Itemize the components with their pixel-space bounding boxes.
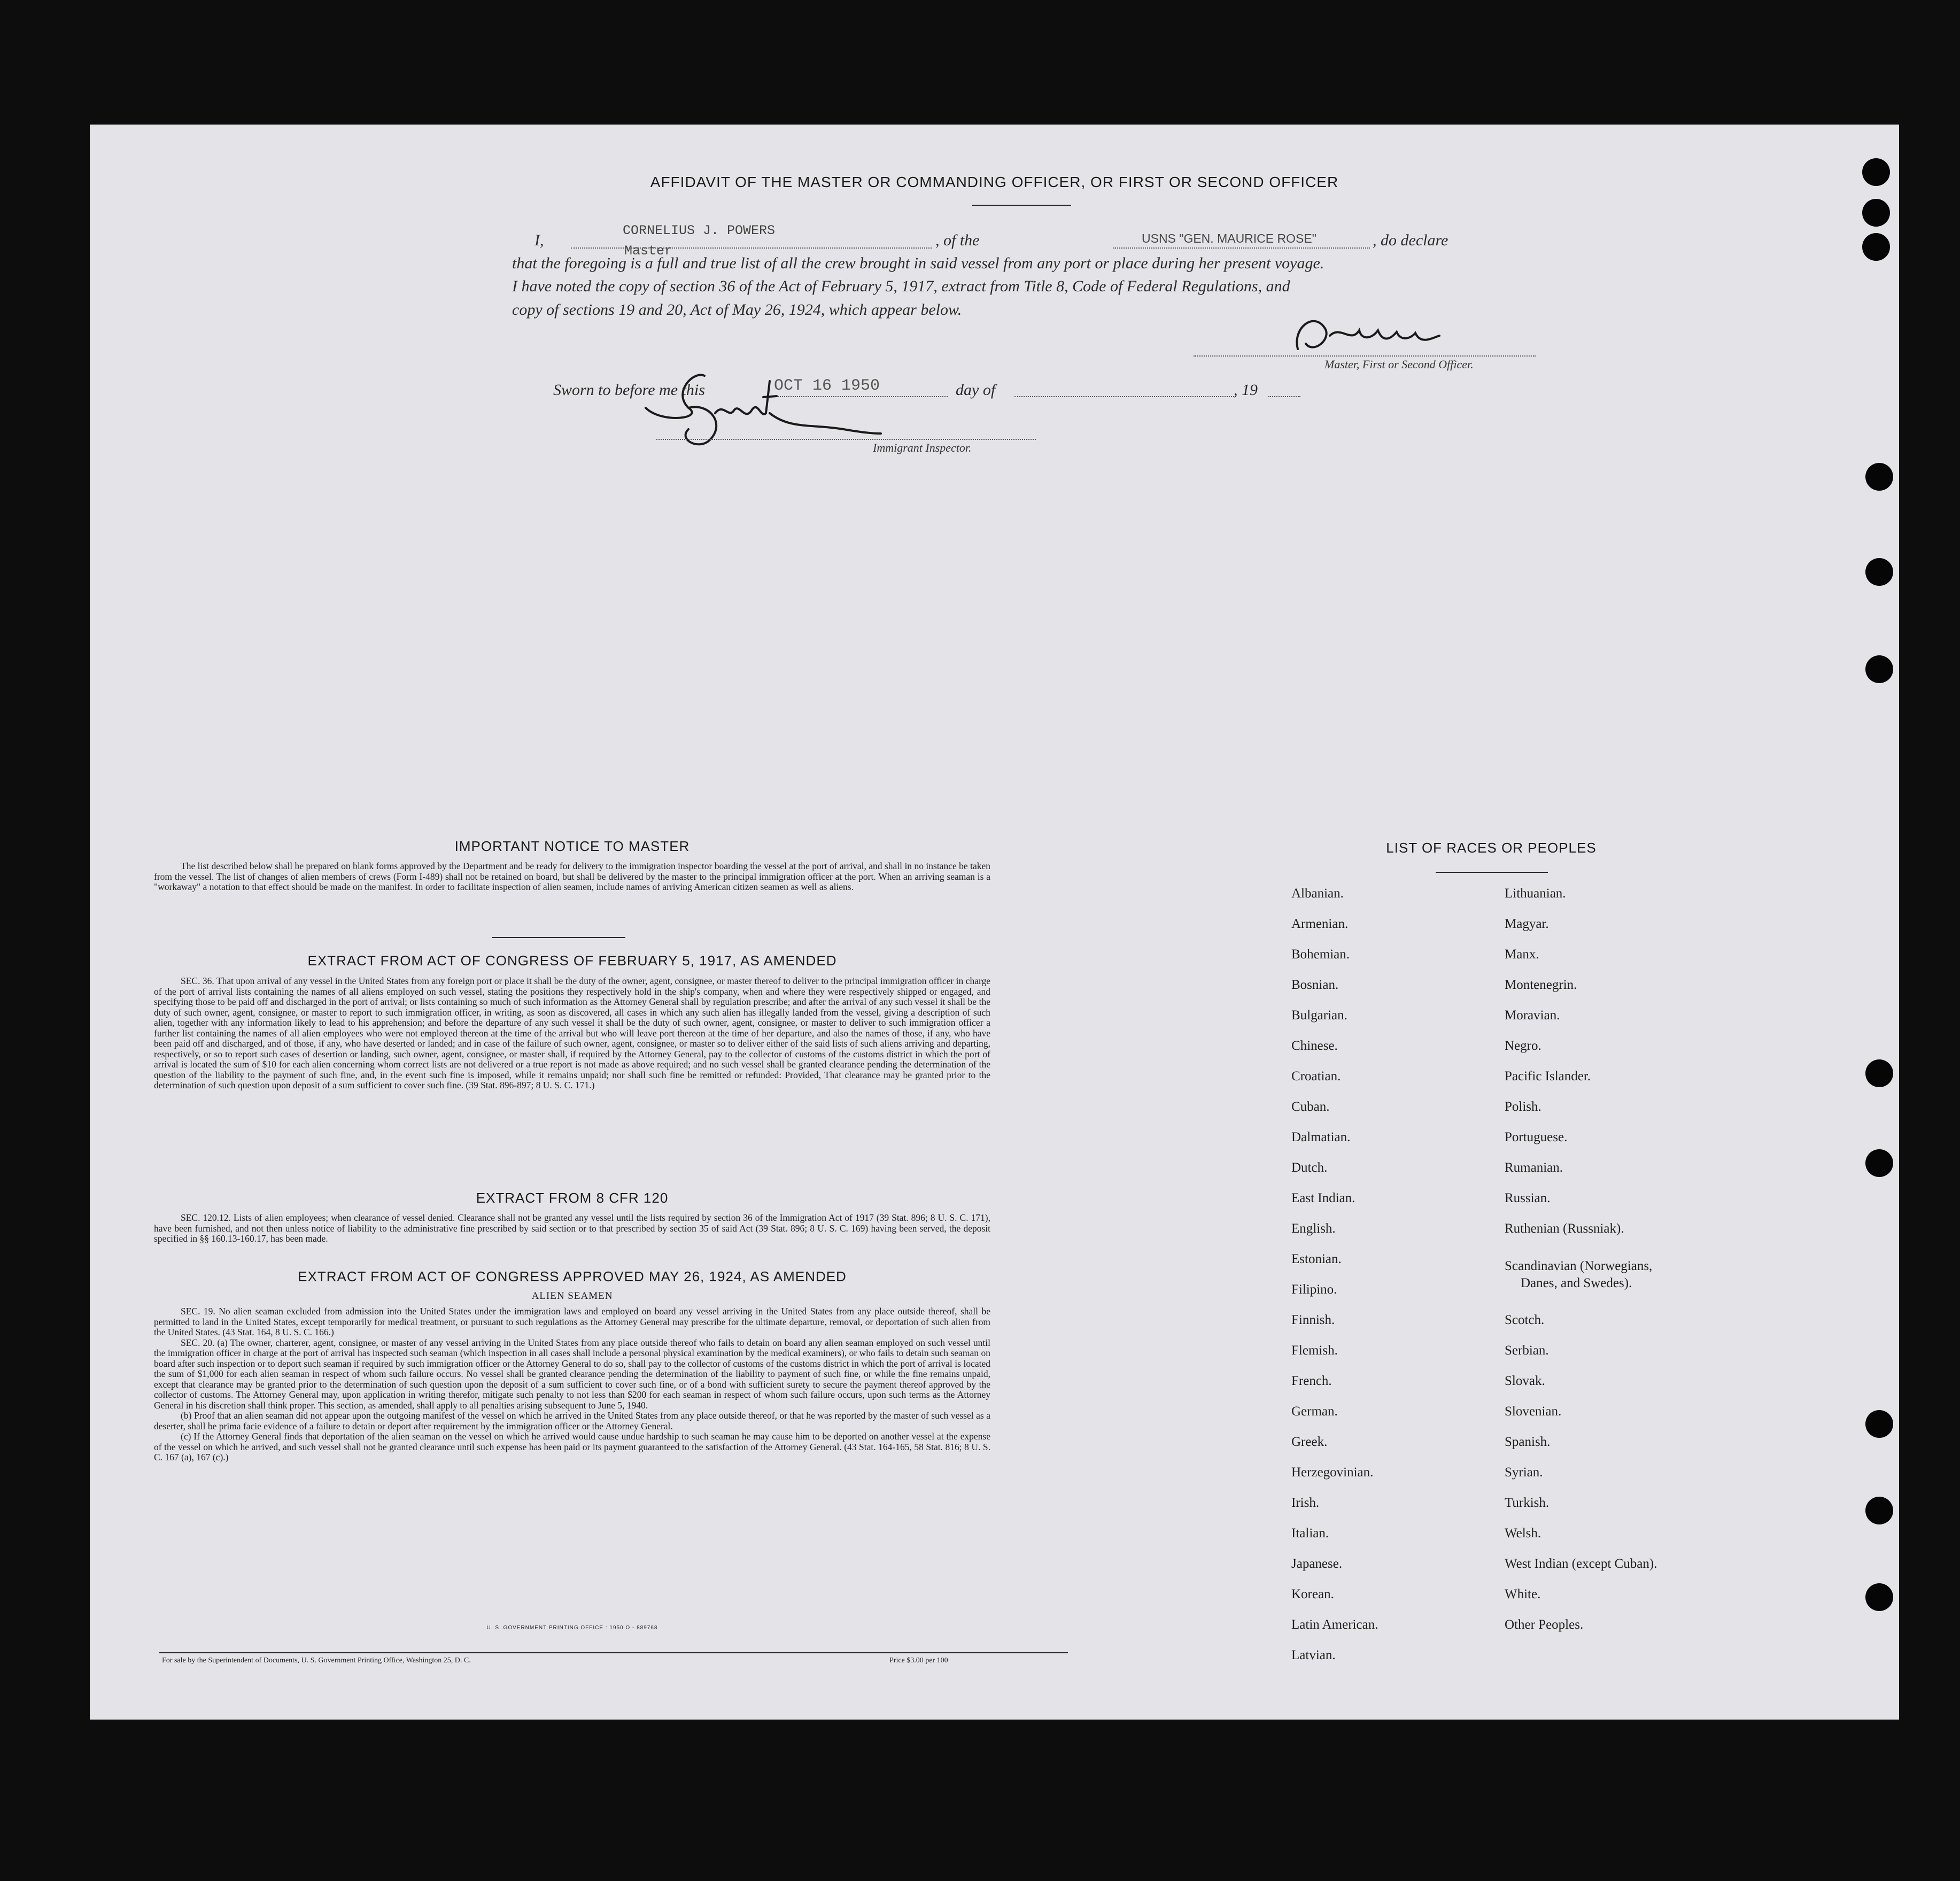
race-item: West Indian (except Cuban). — [1505, 1557, 1657, 1571]
race-item: Moravian. — [1505, 1008, 1560, 1023]
race-item: Albanian. — [1291, 886, 1344, 901]
footer-price: Price $3.00 per 100 — [889, 1656, 948, 1665]
name-dotline — [571, 247, 932, 249]
master-signature-line — [1194, 355, 1536, 357]
sec-20b-text: (b) Proof that an alien seaman did not appear upon the outgoing manifest of the vessel on which he arrived in the United States from any place outside thereof, or that he was reported by the master of such vessel as a deserter, shall be prima facie evidence of a failure to detain or deport after requirement by the immigration officer or the Attorney General. — [154, 1410, 990, 1431]
punch-hole — [1862, 158, 1890, 186]
sec-19-text: SEC. 19. No alien seaman excluded from admission into the United States under the immigration laws and employed on board any vessel arriving in the United States from any place outside thereof, shall be permitted to land in the United States, except temporarily for medical treatment, or pursuant to such regulations as the Attorney General may prescribe for the ultimate departure, removal, or deportation of such alien from the United States. (43 Stat. 164, 8 U. S. C. 166.) — [154, 1306, 990, 1337]
race-item: French. — [1291, 1374, 1332, 1388]
sworn-label: Sworn to before me this — [553, 381, 705, 399]
punch-hole — [1865, 1059, 1893, 1087]
inspector-caption: Immigrant Inspector. — [873, 441, 972, 454]
race-item: English. — [1291, 1221, 1336, 1236]
race-item: Magyar. — [1505, 917, 1549, 931]
sec-20a-text: SEC. 20. (a) The owner, charterer, agent, consignee, or master of any vessel arriving in the United States from any place outside thereof who fails to detain on board any alien seaman employed on such vessel until the immigration officer in charge at the port of arrival has inspected such seaman (which inspection in all cases shall include a personal physical examination by the medical examiners), or who fails to detain such seaman on board after such inspection or to deport such seaman if required by such immigration officer or the Attorney General to do so, shall pay to the collector of customs of the customs district in which the port of arrival is located the sum of $1,000 for each alien seaman in respect of whom such failure occurs. No vessel shall be granted clearance pending the determination of the liability to payment of such fine, or while the fine remains unpaid, except that clearance may be granted prior to the determination of such question upon the deposit of a sum sufficient to cover such fine, or of a bond with sufficient surety to secure the payment thereof approved by the collector of customs. The Attorney General may, upon application in writing therefor, mitigate such penalty to not less than $200 for each seaman in respect of whom such failure occurs, upon such terms as the Attorney General in his discretion shall think proper. This section, as amended, shall apply to all penalties arising subsequent to June 5, 1940. — [154, 1337, 990, 1411]
races-title: LIST OF RACES OR PEOPLES — [1386, 840, 1597, 856]
punch-hole — [1865, 463, 1893, 491]
race-item: Manx. — [1505, 947, 1539, 962]
race-item: Turkish. — [1505, 1496, 1550, 1510]
footer-rule — [159, 1652, 1068, 1653]
title-rule — [972, 205, 1071, 206]
race-item: Chinese. — [1291, 1039, 1338, 1053]
race-item: Rumanian. — [1505, 1160, 1563, 1175]
alien-seamen-subtitle: ALIEN SEAMEN — [531, 1290, 613, 1302]
affidavit-line-3: I have noted the copy of section 36 of the Act of February 5, 1917, extract from Title 8, Code of Federal Regulations, and — [512, 277, 1290, 295]
punch-hole — [1862, 233, 1890, 261]
race-item: Slovenian. — [1505, 1404, 1562, 1419]
punch-hole — [1865, 1149, 1893, 1177]
document-page — [90, 125, 1899, 1720]
race-item: Lithuanian. — [1505, 886, 1566, 901]
notice-rule — [492, 937, 625, 938]
race-item: Latin American. — [1291, 1617, 1378, 1632]
affidavit-line-4: copy of sections 19 and 20, Act of May 26, 1924, which appear below. — [512, 301, 962, 319]
race-item: Welsh. — [1505, 1526, 1541, 1541]
race-item: Scandinavian (Norwegians, — [1505, 1259, 1653, 1273]
sec-20c-text: (c) If the Attorney General finds that deportation of the alien seaman on the vessel on which he arrived would cause undue hardship to such seaman he may cause him to be deported on another vessel at the expense of the vessel on which he arrived, and such vessel shall not be granted clearance until such expense has been paid or its payment guaranteed to the satisfaction of the Attorney General. (43 Stat. 164-165, 58 Stat. 816; 8 U. S. C. 167 (a), 167 (c).) — [154, 1431, 990, 1462]
inspector-signature — [630, 360, 886, 461]
races-rule — [1436, 872, 1548, 873]
race-item: Ruthenian (Russniak). — [1505, 1221, 1624, 1236]
race-item: Latvian. — [1291, 1648, 1336, 1662]
affidavit-line-2: that the foregoing is a full and true list of all the crew brought in said vessel from any port or place during her present voyage. — [512, 254, 1324, 272]
footer-sale-text: For sale by the Superintendent of Documents, U. S. Government Printing Office, Washington 25, D. C. — [162, 1656, 471, 1665]
race-item: Portuguese. — [1505, 1130, 1568, 1144]
race-item: Armenian. — [1291, 917, 1349, 931]
race-item: Herzegovinian. — [1291, 1465, 1374, 1480]
race-item: East Indian. — [1291, 1191, 1355, 1205]
affidavit-title: AFFIDAVIT OF THE MASTER OR COMMANDING OFFICER, OR FIRST OR SECOND OFFICER — [650, 174, 1339, 190]
extract-1924-title: EXTRACT FROM ACT OF CONGRESS APPROVED MAY 26, 1924, AS AMENDED — [298, 1268, 847, 1284]
race-item: Serbian. — [1505, 1343, 1549, 1358]
race-item: Slovak. — [1505, 1374, 1545, 1388]
race-item: Estonian. — [1291, 1252, 1342, 1266]
cfr-text: SEC. 120.12. Lists of alien employees; when clearance of vessel denied. Clearance shall not be granted any vessel until the lists required by section 36 of the Immigration Act of 1917 (39 Stat. 896; 8 U. S. C. 171), have been furnished, and not then unless notice of liability to the administrative fine prescribed by said section or to that prescribed by section 35 of said Act (39 Stat. 896; 8 U. S. C. 169) having been served, the deposit specified in §§ 160.13-160.17, has been made. — [154, 1212, 990, 1244]
race-item: Russian. — [1505, 1191, 1551, 1205]
race-item: Spanish. — [1505, 1435, 1551, 1449]
race-item: Croatian. — [1291, 1069, 1341, 1083]
race-item: Greek. — [1291, 1435, 1328, 1449]
cfr-title: EXTRACT FROM 8 CFR 120 — [476, 1190, 669, 1206]
race-item: Bulgarian. — [1291, 1008, 1347, 1023]
race-item: German. — [1291, 1404, 1338, 1419]
vessel-dotline — [1113, 247, 1370, 249]
race-item: Dalmatian. — [1291, 1130, 1351, 1144]
race-item: Other Peoples. — [1505, 1617, 1584, 1632]
race-item: Scotch. — [1505, 1313, 1545, 1327]
punch-hole — [1865, 1410, 1893, 1438]
day-of-label: day of — [956, 381, 996, 399]
of-the-label: , of the — [935, 231, 980, 249]
gpo-imprint: U. S. GOVERNMENT PRINTING OFFICE : 1950 O - 889768 — [486, 1625, 658, 1631]
master-signature-caption: Master, First or Second Officer. — [1324, 358, 1474, 371]
race-item: Filipino. — [1291, 1282, 1337, 1297]
year-prefix: , 19 — [1234, 381, 1258, 399]
race-item: White. — [1505, 1587, 1541, 1601]
race-item: Dutch. — [1291, 1160, 1328, 1175]
punch-hole — [1865, 655, 1893, 683]
race-item: Italian. — [1291, 1526, 1329, 1541]
notice-title: IMPORTANT NOTICE TO MASTER — [454, 838, 690, 854]
affidavit-i-label: I, — [534, 231, 544, 249]
race-item: Japanese. — [1291, 1557, 1343, 1571]
race-item: Finnish. — [1291, 1313, 1335, 1327]
extract-1917-title: EXTRACT FROM ACT OF CONGRESS OF FEBRUARY 5, 1917, AS AMENDED — [307, 953, 837, 969]
extract-1917-text: SEC. 36. That upon arrival of any vessel in the United States from any foreign port or place it shall be the duty of the owner, agent, consignee, or master thereof to deliver to the principal immigration officer in charge of the port of arrival lists containing the names of all aliens employed on such vessel, stating the positions they respectively hold in the ship's company, when and where they were respectively shipped or engaged, and specifying those to be paid off and discharged in the port of arrival; or lists containing so much of such information as the Attorney General shall by regulation prescribe; and after the arrival of any such vessel it shall be the duty of such owner, agent, consignee, or master to report to such immigration officer, in writing, as soon as discovered, all cases in which any such alien has illegally landed from the vessel, giving a description of such alien, together with any information likely to lead to his apprehension; and before the departure of any such vessel it shall be the duty of such owner, agent, consignee, or master to deliver to such immigration officer a further list containing the names of all alien employees who were not employed thereon at the time of the arrival but who will leave port thereon at the time of her departure, and also the names of those, if any, who have been paid off and discharged, and of those, if any, who have deserted or landed; and in case of the failure of such owner, agent, consignee, or master so to deliver either of the said lists of such aliens arriving and departing, respectively, or so to report such cases of desertion or landing, such owner, agent, consignee, or master shall, if required by the Attorney General, pay to the collector of customs of the customs district in which the port of arrival is located the sum of $10 for each alien concerning whom correct lists are not delivered or a true report is not made as above required; and no such vessel shall be granted clearance pending the determination of the question of the liability to the payment of such fine, and, in the event such fine is imposed, while it remains unpaid; nor shall such fine be remitted or refunded: Provided, That clearance may be granted prior to the determination of such question upon deposit of a sum sufficient to cover such fine. (39 Stat. 896-897; 8 U. S. C. 171.) — [154, 976, 990, 1090]
race-item: Montenegrin. — [1505, 978, 1577, 992]
race-item: Syrian. — [1505, 1465, 1543, 1480]
punch-hole — [1862, 199, 1890, 227]
vessel-name: USNS "GEN. MAURICE ROSE" — [1142, 231, 1316, 245]
notice-text: The list described below shall be prepared on blank forms approved by the Department and be ready for delivery to the immigration inspector boarding the vessel at the port of arrival, and shall in no instance be taken from the vessel. The list of changes of alien members of crews (Form I-489) shall not be retained on board, but shall be delivered by the master to the principal immigration officer at the port. When an arriving seaman is a "workaway" a notation to that effect should be made on the manifest. In order to facilitate inspection of alien seamen, include names of arriving American citizen seamen as well as aliens. — [154, 861, 990, 892]
race-item: Bosnian. — [1291, 978, 1339, 992]
extract-1924-body — [154, 1306, 990, 1463]
race-item: Danes, and Swedes). — [1521, 1276, 1632, 1290]
inspector-signature-line — [656, 439, 1036, 440]
race-item: Flemish. — [1291, 1343, 1338, 1358]
race-item: Bohemian. — [1291, 947, 1350, 962]
punch-hole — [1865, 558, 1893, 586]
race-item: Irish. — [1291, 1496, 1320, 1510]
race-item: Negro. — [1505, 1039, 1541, 1053]
race-item: Polish. — [1505, 1100, 1541, 1114]
day-of-dotline — [1014, 396, 1236, 397]
master-rank: Master — [624, 243, 673, 259]
race-item: Cuban. — [1291, 1100, 1330, 1114]
punch-hole — [1865, 1497, 1893, 1524]
race-item: Pacific Islander. — [1505, 1069, 1591, 1083]
punch-hole — [1865, 1583, 1893, 1611]
race-item: Korean. — [1291, 1587, 1334, 1601]
sworn-date: OCT 16 1950 — [774, 377, 880, 395]
master-name: CORNELIUS J. POWERS — [623, 223, 776, 238]
year-dotline — [1268, 396, 1300, 397]
do-declare-label: , do declare — [1373, 231, 1448, 249]
